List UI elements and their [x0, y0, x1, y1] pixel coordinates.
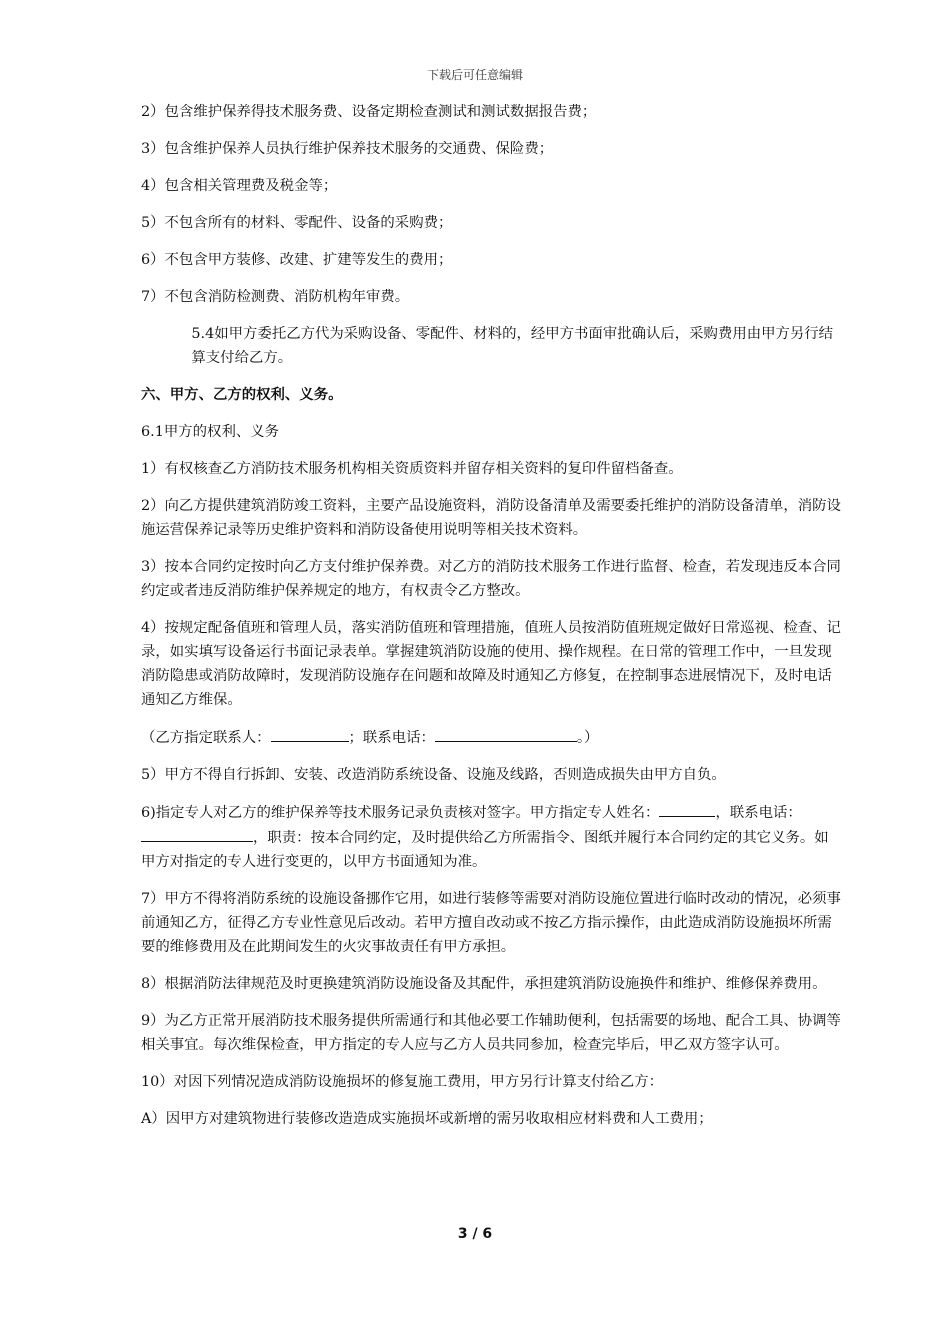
list-item: 3）包含维护保养人员执行维护保养技术服务的交通费、保险费；	[141, 141, 554, 157]
paragraph-4: 4）按规定配备值班和管理人员，落实消防值班和管理措施，值班人员按消防值班规定做好日常巡视、检查、记录，如实填写设备运行书面记录表单。掌握建筑消防设施的使用、操作规程。在日常的管理工作中，一旦发现消防隐患或消防故障时，发现消防设施存在问题和故障及时通知乙方修复，在控制事态进展情况下，及时电话通知乙方维保。	[141, 620, 841, 708]
contact-label: （乙方指定联系人：	[141, 730, 271, 746]
designee-phone-blank[interactable]	[141, 825, 253, 842]
paragraph-6: 6)指定专人对乙方的维护保养等技术服务记录负责核对签字。甲方指定专人姓名： ，联系电话：，职责：按本合同约定，及时提供给乙方所需指令、图纸并履行本合同约定的其它义务。如甲方对指定的专人进行变更的，以甲方书面通知为准。	[141, 800, 841, 874]
paragraph-5: 5）甲方不得自行拆卸、安装、改造消防系统设备、设施及线路，否则造成损失由甲方自负。	[141, 767, 726, 783]
paragraph-9: 9）为乙方正常开展消防技术服务提供所需通行和其他必要工作辅助便利，包括需要的场地、配合工具、协调等相关事宜。每次维保检查，甲方指定的专人应与乙方人员共同参加，检查完毕后，甲乙双方签字认可。	[141, 1013, 841, 1053]
section-6-1-title: 6.1甲方的权利、义务	[141, 424, 280, 440]
phone-label: ；联系电话：	[348, 730, 435, 746]
designee-name-blank[interactable]	[659, 800, 715, 817]
list-item: 6）不包含甲方装修、改建、扩建等发生的费用；	[141, 252, 453, 268]
paragraph-7: 7）甲方不得将消防系统的设施设备挪作它用，如进行装修等需要对消防设施位置进行临时改动的情况，必须事前通知乙方，征得乙方专业性意见后改动。若甲方擅自改动或不按乙方指示操作，由此造成消防设施损坏所需要的维修费用及在此期间发生的火灾事故责任有甲方承担。	[141, 891, 841, 955]
page-header: 下载后可任意编辑	[426, 68, 523, 82]
paragraph-1: 1）有权核查乙方消防技术服务机构相关资质资料并留存相关资料的复印件留档备查。	[141, 461, 683, 477]
clause-5-4: 5.4如甲方委托乙方代为采购设备、零配件、材料的，经甲方书面审批确认后，采购费用由甲方另行结算支付给乙方。	[191, 326, 834, 366]
list-item: 2）包含维护保养得技术服务费、设备定期检查测试和测试数据报告费；	[141, 104, 597, 120]
list-item: 7）不包含消防检测费、消防机构年审费。	[141, 289, 410, 305]
paragraph-10: 10）对因下列情况造成消防设施损坏的修复施工费用，甲方另行计算支付给乙方：	[141, 1074, 663, 1090]
paragraph-8: 8）根据消防法律规范及时更换建筑消防设施设备及其配件，承担建筑消防设施换件和维护、维修保养费用。	[141, 976, 827, 992]
list-item: 5）不包含所有的材料、零配件、设备的采购费；	[141, 215, 453, 231]
paragraph-3: 3）按本合同约定按时向乙方支付维护保养费。对乙方的消防技术服务工作进行监督、检查，若发现违反本合同约定或者违反消防维护保养规定的地方，有权责令乙方整改。	[141, 559, 841, 599]
paragraph-a: A）因甲方对建筑物进行装修改造造成实施损坏或新增的需另收取相应材料费和人工费用；	[141, 1111, 713, 1127]
contact-line: （乙方指定联系人： ；联系电话： 。）	[141, 725, 841, 750]
page-content	[141, 100, 841, 1131]
paragraph-2: 2）向乙方提供建筑消防竣工资料，主要产品设施资料，消防设备清单及需要委托维护的消防设备清单，消防设施运营保养记录等历史维护资料和消防设备使用说明等相关技术资料。	[141, 498, 841, 538]
section-6-title: 六、甲方、乙方的权利、义务。	[141, 387, 343, 403]
contact-name-blank[interactable]	[271, 725, 349, 742]
contact-phone-blank[interactable]	[435, 725, 577, 742]
list-item: 4）包含相关管理费及税金等；	[141, 178, 338, 194]
page-number: 3 / 6	[457, 1226, 493, 1242]
